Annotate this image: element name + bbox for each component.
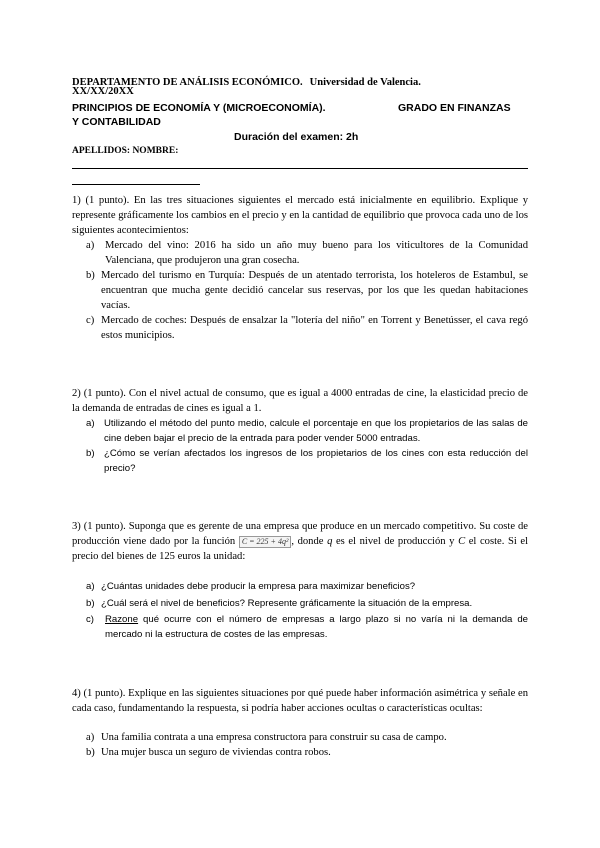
exam-duration: Duración del examen: 2h (234, 131, 359, 143)
q4-item-b-text: Una mujer busca un seguro de viviendas contra robos. (101, 747, 331, 758)
question-2: 2) (1 punto). Con el nivel actual de consumo, que es igual a 4000 entradas de cine, la elasticidad precio de la demanda de entradas de cines es igual a 1. (72, 388, 528, 414)
question-1: 1) (1 punto). En las tres situaciones siguientes el mercado está inicialmente en equilibrio. Explique y represente gráficamente los cambios en el precio y en la cantidad de equilibrio que provoca cada uno de los siguientes acontecimientos: (72, 195, 528, 236)
q3-item-b-marker: b) (86, 598, 95, 609)
degree-title: GRADO EN FINANZAS (398, 102, 511, 114)
question-4: 4) (1 punto). Explique en las siguientes situaciones por qué puede haber información asimétrica y señale en cada caso, fundamentando la respuesta, si podría haber acciones ocultas o características ocultas: (72, 688, 528, 714)
q3-intro: 3) (1 punto). Suponga que es gerente de una empresa que produce en un mercado competitivo. Su coste de producción viene dado por la función (72, 521, 528, 547)
q1-item-c (86, 313, 528, 343)
q3-var-q: q (327, 536, 333, 547)
q4-item-b (86, 745, 528, 760)
q3-item-a (86, 579, 528, 594)
q3-item-c-body: qué ocurre con el número de empresas a largo plazo si no varía ni la demanda de mercado ni la estructura de costes de las empresas. (105, 614, 528, 640)
q1-item-b (86, 268, 528, 313)
q3-var-c: C (458, 536, 466, 547)
q1-item-b-text: Mercado del turismo en Turquía: Después de un atentado terrorista, los hoteleros de Estambul, se encuentran que mucha gente decidió cancelar sus reservas, por los que les quedan habitaciones vacías. (101, 270, 528, 311)
q3-intro-c: , donde (291, 536, 324, 547)
q2-item-b (86, 446, 528, 476)
name-line (72, 168, 528, 169)
exam-date: XX/XX/20XX (72, 86, 134, 97)
q2-item-a (86, 416, 528, 446)
q3-item-b-text: ¿Cuál será el nivel de beneficios? Represente gráficamente la situación de la empresa. (101, 598, 473, 609)
q2-item-b-marker: b) (86, 448, 95, 459)
q4-item-b-marker: b) (86, 747, 95, 758)
q1-item-c-marker: c) (86, 315, 95, 326)
q3-item-a-marker: a) (86, 581, 95, 592)
university-name: Universidad de Valencia. (309, 77, 421, 88)
department-name: DEPARTAMENTO DE ANÁLISIS ECONÓMICO. (72, 77, 303, 88)
q3-intro-e: el coste. Si el precio del bienes de 125 euros la unidad: (72, 536, 529, 562)
q1-item-b-marker: b) (86, 270, 95, 281)
q3-item-c-marker: c) (86, 614, 94, 625)
names-label: APELLIDOS: NOMBRE: (72, 146, 179, 156)
q1-item-c-text: Mercado de coches: Después de ensalzar la "lotería del niño" en Torrent y Benetússer, el cava regó estos municipios. (101, 315, 528, 341)
q1-item-a-text: Mercado del vino: 2016 ha sido un año muy bueno para los viticultores de la Comunidad Valenciana, que produjeron una gran cosecha. (105, 240, 528, 266)
q3-item-c-keyword: Razone (105, 614, 139, 625)
cost-function-formula: C = 225 + 4q² (239, 536, 292, 548)
q1-item-a-marker: a) (86, 240, 95, 251)
q3-intro-d: es el nivel de producción y (335, 536, 455, 547)
q4-item-a (86, 730, 528, 745)
name-line-short (72, 184, 200, 185)
q3-item-b (86, 596, 528, 611)
degree-title-cont: Y CONTABILIDAD (72, 116, 161, 128)
q4-item-a-text: Una familia contrata a una empresa constructora para construir su casa de campo. (101, 732, 447, 743)
q2-item-a-text: Utilizando el método del punto medio, calcule el porcentaje en que los propietarios de las salas de cine deben bajar el precio de la entrada para poder vender 5000 entradas. (104, 418, 528, 444)
q2-item-b-text: ¿Cómo se verían afectados los ingresos de los propietarios de los cines con esta reducción del precio? (104, 448, 528, 474)
q3-item-c-text (105, 612, 528, 642)
q2-item-a-marker: a) (86, 418, 95, 429)
q1-item-a (86, 238, 528, 268)
q3-item-c (86, 612, 528, 642)
q3-item-a-text: ¿Cuántas unidades debe producir la empresa para maximizar beneficios? (101, 581, 416, 592)
course-title: PRINCIPIOS DE ECONOMÍA Y (MICROECONOMÍA). (72, 102, 326, 114)
q4-item-a-marker: a) (86, 732, 95, 743)
question-3 (72, 519, 528, 564)
